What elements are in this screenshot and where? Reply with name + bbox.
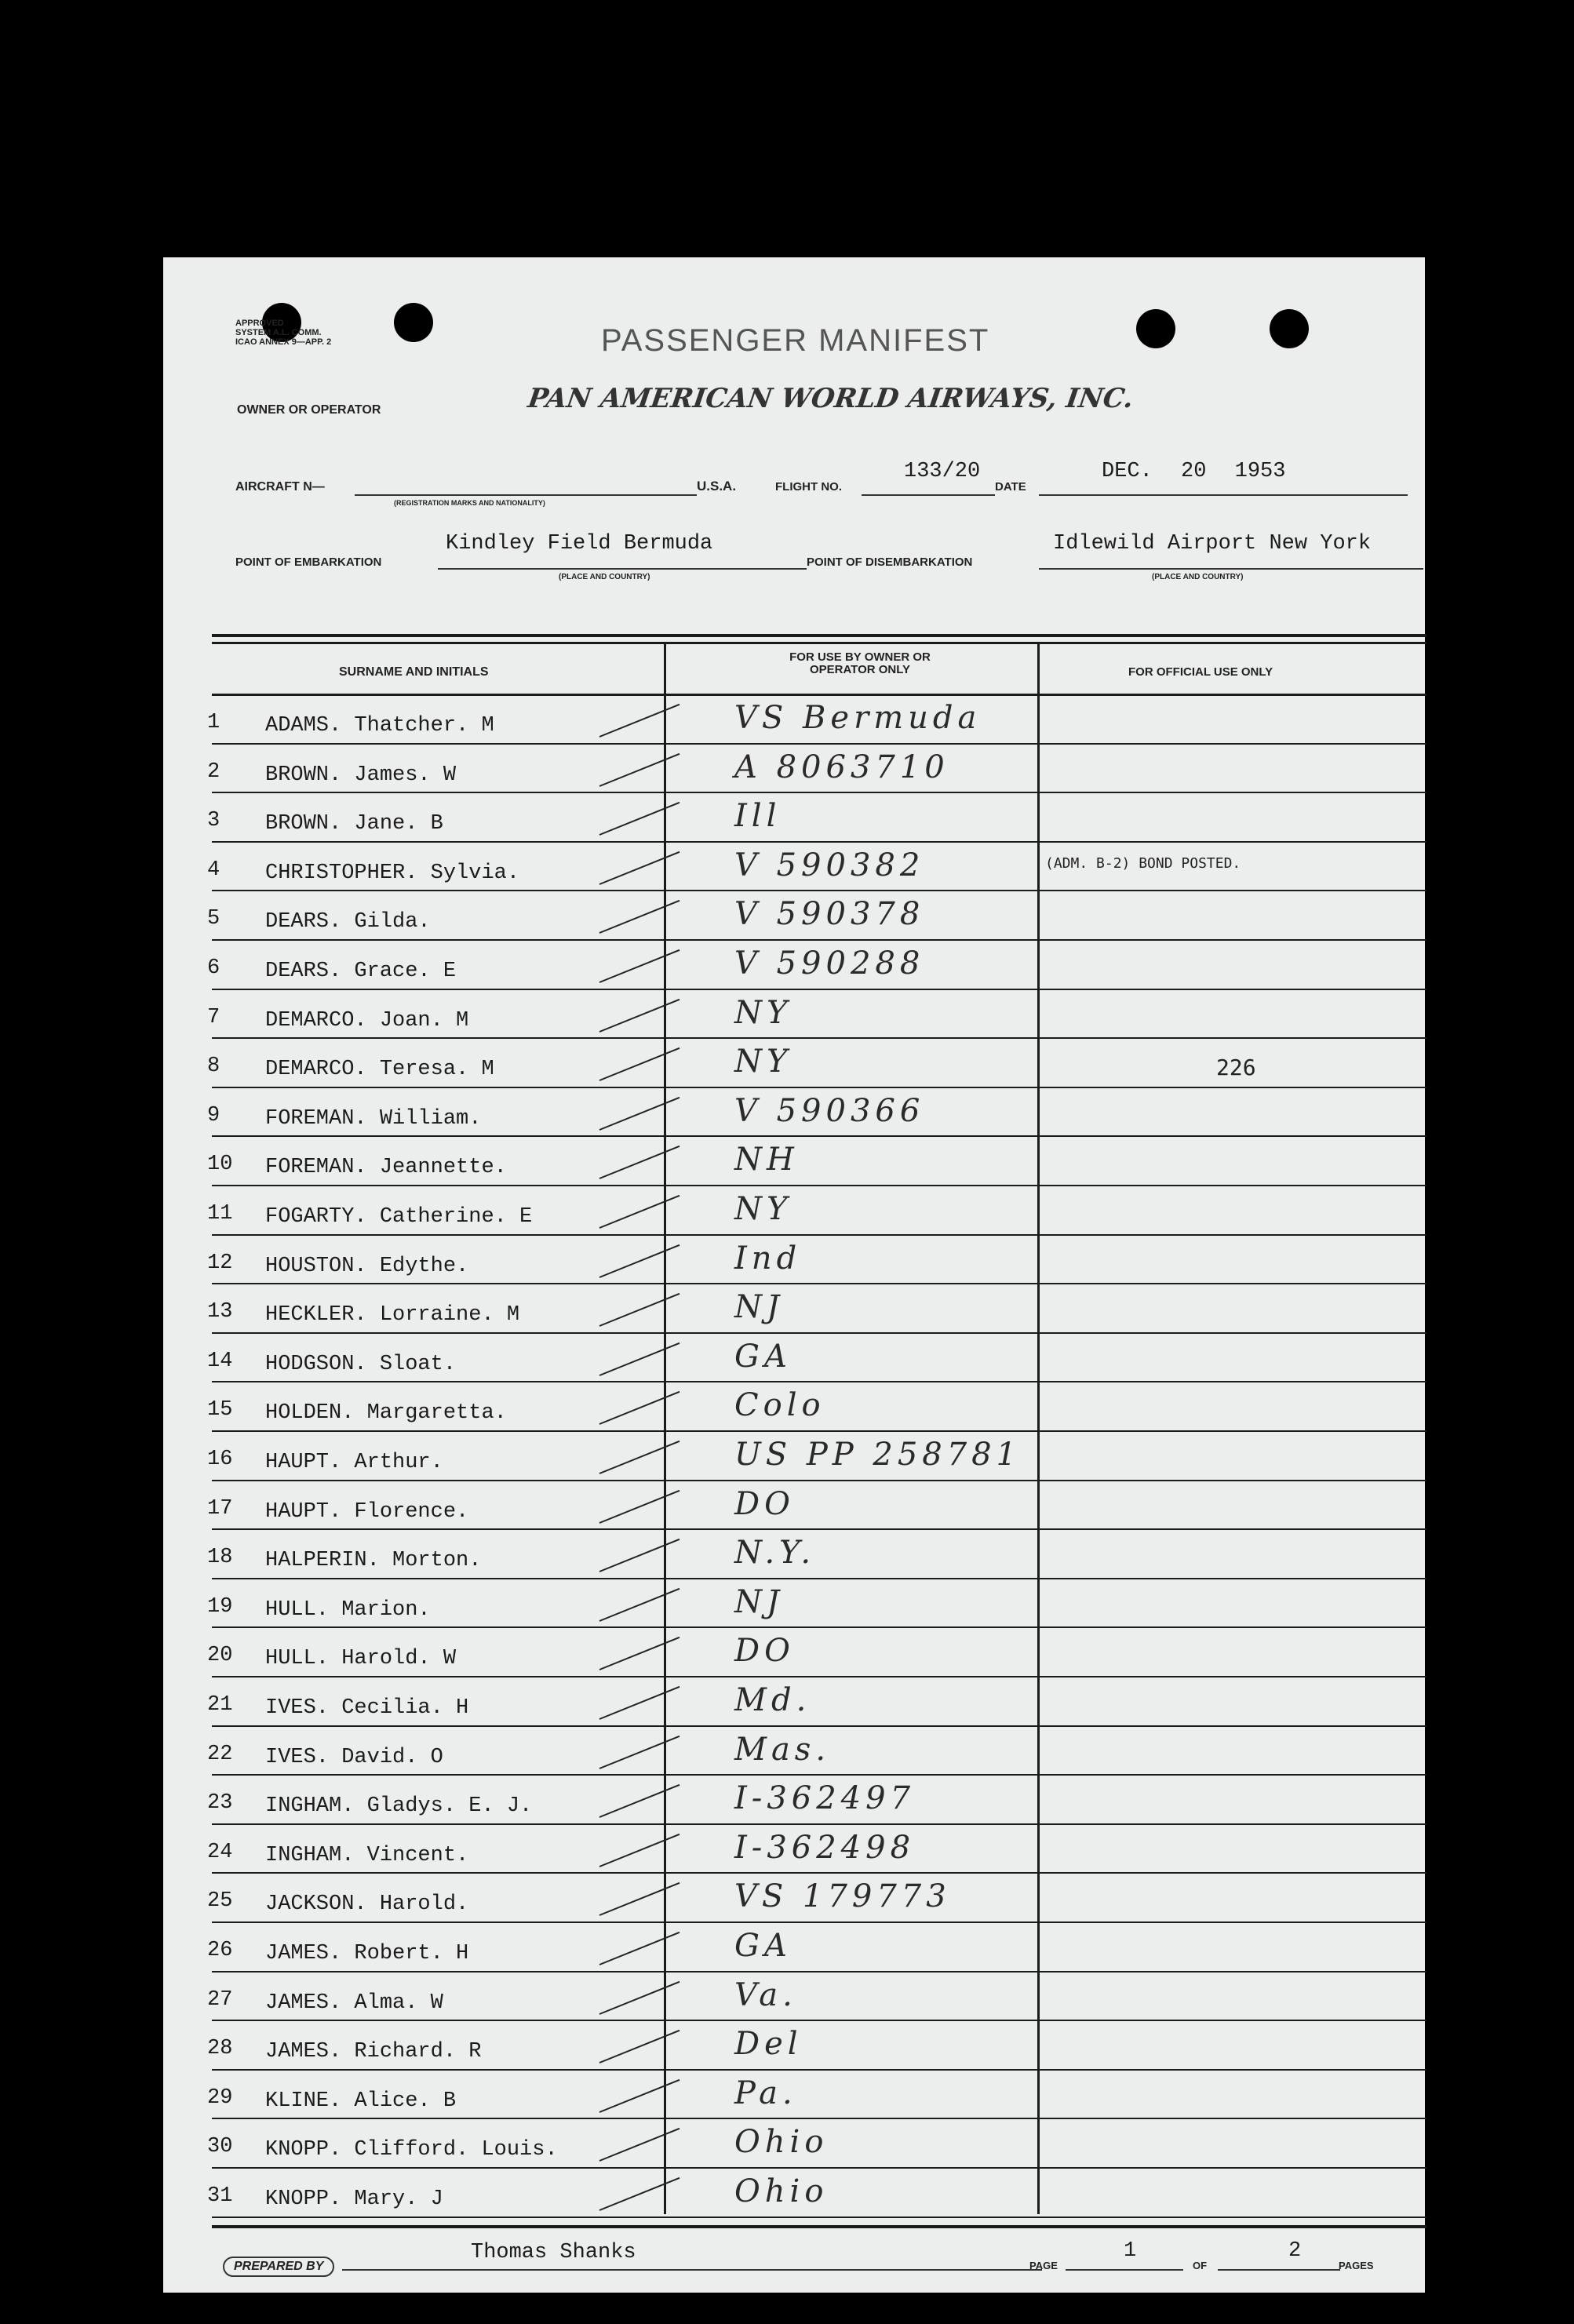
check-stroke	[599, 1195, 680, 1229]
check-stroke	[599, 2177, 680, 2211]
row-number: 17	[207, 1496, 233, 1521]
check-stroke	[599, 704, 680, 738]
total-pages-underline	[1218, 2269, 1340, 2271]
check-stroke	[599, 949, 680, 983]
prepared-by-label: PREPARED BY	[223, 2257, 334, 2277]
aircraft-underline	[355, 494, 697, 496]
passenger-name: HULL. Harold. W	[265, 1647, 457, 1671]
punch-hole	[1270, 309, 1309, 348]
row-separator	[212, 1578, 1426, 1579]
check-stroke	[599, 1489, 680, 1523]
owner-note: NY	[734, 1044, 792, 1080]
row-separator	[212, 1381, 1426, 1382]
check-stroke	[599, 802, 680, 836]
prepared-by-name: Thomas Shanks	[471, 2241, 636, 2264]
row-number: 8	[207, 1055, 220, 1079]
check-stroke	[599, 1980, 680, 2014]
owner-label: OWNER OR OPERATOR	[237, 403, 381, 417]
row-separator	[212, 1872, 1426, 1874]
row-number: 15	[207, 1398, 233, 1422]
owner-note: A 8063710	[734, 749, 949, 785]
check-stroke	[599, 1047, 680, 1081]
embarkation-place: Kindley Field Bermuda	[446, 532, 713, 556]
row-number: 10	[207, 1153, 233, 1177]
registration-note: (REGISTRATION MARKS AND NATIONALITY)	[394, 499, 545, 507]
prepared-by-underline	[342, 2269, 1042, 2271]
passenger-name: HAUPT. Florence.	[265, 1499, 469, 1524]
passenger-name: ADAMS. Thatcher. M	[265, 714, 494, 738]
passenger-name: DEMARCO. Teresa. M	[265, 1058, 494, 1082]
disembarkation-underline	[1039, 568, 1423, 570]
owner-note: Colo	[734, 1387, 825, 1424]
date-underline	[1039, 494, 1408, 496]
owner-header-text: FOR USE BY OWNER OR OPERATOR ONLY	[789, 650, 931, 676]
flight-date: DEC. 20 1953	[1102, 460, 1286, 483]
row-separator	[212, 1185, 1426, 1186]
row-separator	[212, 989, 1426, 990]
embarkation-underline	[438, 568, 807, 570]
disembarkation-place: Idlewild Airport New York	[1053, 532, 1372, 556]
row-number: 22	[207, 1742, 233, 1766]
row-number: 2	[207, 759, 220, 784]
row-number: 1	[207, 711, 220, 734]
owner-note: Mas.	[734, 1731, 831, 1768]
owner-note: V 590382	[734, 847, 925, 883]
passenger-name: JAMES. Alma. W	[265, 1991, 443, 2015]
approval-line: SYSTEM A.L. COMM.	[235, 328, 322, 337]
check-stroke	[599, 1637, 680, 1670]
check-stroke	[599, 1293, 680, 1327]
row-separator	[212, 2069, 1426, 2071]
check-stroke	[599, 1834, 680, 1867]
row-number: 28	[207, 2037, 233, 2061]
of-label: OF	[1193, 2260, 1208, 2271]
owner-note: DO	[734, 1485, 795, 1522]
passenger-name: JAMES. Richard. R	[265, 2040, 482, 2064]
place-note: (PLACE AND COUNTRY)	[559, 573, 650, 581]
row-number: 29	[207, 2085, 233, 2110]
row-number: 25	[207, 1889, 233, 1914]
row-number: 11	[207, 1202, 233, 1226]
owner-note: VS Bermuda	[734, 700, 982, 736]
owner-note: Ill	[734, 798, 782, 835]
check-stroke	[599, 1784, 680, 1818]
check-stroke	[599, 1735, 680, 1768]
row-number: 24	[207, 1840, 233, 1864]
check-stroke	[599, 1932, 680, 1965]
approval-line: APPROVED	[235, 319, 284, 328]
passenger-name: FOREMAN. Jeannette.	[265, 1156, 507, 1180]
flight-underline	[862, 494, 995, 496]
total-pages: 2	[1288, 2239, 1302, 2263]
row-separator	[212, 1971, 1426, 1972]
row-separator	[212, 792, 1426, 793]
passenger-name: HODGSON. Sloat.	[265, 1352, 457, 1376]
page-label: PAGE	[1029, 2260, 1058, 2271]
owner-note: US PP 258781	[734, 1437, 1022, 1473]
passenger-name: JACKSON. Harold.	[265, 1892, 469, 1917]
owner-note: Va.	[734, 1976, 797, 2013]
owner-note: NJ	[734, 1583, 785, 1620]
row-number: 5	[207, 907, 220, 931]
passenger-name: FOREMAN. William.	[265, 1106, 482, 1131]
passenger-name: HALPERIN. Morton.	[265, 1549, 482, 1573]
owner-note: NY	[734, 994, 792, 1031]
row-separator	[212, 2020, 1426, 2021]
row-separator	[212, 1037, 1426, 1039]
check-stroke	[599, 2128, 680, 2162]
row-separator	[212, 1087, 1426, 1088]
row-number: 18	[207, 1546, 233, 1570]
table-bottom-border	[212, 2225, 1426, 2228]
owner-note: DO	[734, 1633, 795, 1670]
row-separator	[212, 1626, 1426, 1628]
owner-note: Del	[734, 2026, 803, 2063]
row-separator	[212, 1823, 1426, 1825]
check-stroke	[599, 1097, 680, 1131]
owner-note: Md.	[734, 1682, 811, 1718]
row-separator	[212, 1283, 1426, 1284]
check-stroke	[599, 1539, 680, 1572]
owner-note: GA	[734, 1928, 792, 1964]
check-stroke	[599, 1244, 680, 1277]
table-top-border	[212, 634, 1426, 637]
disembarkation-label: POINT OF DISEMBARKATION	[807, 556, 973, 569]
row-separator	[212, 841, 1426, 843]
passenger-name: HECKLER. Lorraine. M	[265, 1303, 520, 1328]
row-number: 21	[207, 1693, 233, 1717]
column-divider	[1037, 642, 1040, 2214]
check-stroke	[599, 2030, 680, 2064]
row-number: 30	[207, 2135, 233, 2159]
embarkation-label: POINT OF EMBARKATION	[235, 556, 382, 569]
row-separator	[212, 1774, 1426, 1776]
row-separator	[212, 1234, 1426, 1236]
passenger-name: JAMES. Robert. H	[265, 1942, 469, 1965]
row-number: 3	[207, 809, 220, 833]
column-divider	[664, 642, 666, 2214]
row-separator	[212, 1725, 1426, 1727]
passenger-name: KLINE. Alice. B	[265, 2089, 457, 2113]
passenger-name: HAUPT. Arthur.	[265, 1451, 443, 1474]
approval-line: ICAO ANNEX 9—APP. 2	[235, 337, 332, 347]
row-separator	[212, 2217, 1426, 2218]
check-stroke	[599, 1342, 680, 1376]
passenger-name: BROWN. Jane. B	[265, 812, 443, 836]
page-number: 1	[1124, 2239, 1137, 2263]
date-label: DATE	[995, 480, 1026, 494]
passenger-name: HOLDEN. Margaretta.	[265, 1401, 507, 1426]
aircraft-label: AIRCRAFT N—	[235, 480, 325, 494]
row-separator	[212, 1332, 1426, 1334]
row-number: 14	[207, 1349, 233, 1373]
check-stroke	[599, 1686, 680, 1720]
check-stroke	[599, 1882, 680, 1916]
row-number: 23	[207, 1791, 233, 1816]
check-stroke	[599, 1391, 680, 1425]
passenger-name: INGHAM. Gladys. E. J.	[265, 1794, 533, 1819]
passenger-name: IVES. David. O	[265, 1745, 443, 1769]
flight-number: 133/20	[904, 460, 981, 483]
check-stroke	[599, 2079, 680, 2113]
passenger-name: DEMARCO. Joan. M	[265, 1008, 469, 1033]
owner-note: NJ	[734, 1289, 785, 1326]
owner-note: Ohio	[734, 2173, 829, 2209]
check-stroke	[599, 1441, 680, 1474]
owner-note: V 590366	[734, 1092, 925, 1129]
owner-note: V 590378	[734, 896, 925, 933]
row-number: 4	[207, 858, 220, 882]
passenger-name: HOUSTON. Edythe.	[265, 1254, 469, 1278]
owner-note: GA	[734, 1338, 792, 1375]
pages-label: PAGES	[1339, 2260, 1374, 2271]
check-stroke	[599, 900, 680, 934]
passenger-name: IVES. Cecilia. H	[265, 1696, 469, 1720]
row-number: 16	[207, 1448, 233, 1471]
owner-note: Ohio	[734, 2124, 829, 2161]
owner-note: N.Y.	[734, 1535, 816, 1572]
check-stroke	[599, 752, 680, 786]
owner-note: I-362498	[734, 1829, 916, 1866]
official-note: (ADM. B-2) BOND POSTED.	[1045, 854, 1241, 872]
row-number: 27	[207, 1987, 233, 2012]
row-number: 26	[207, 1939, 233, 1962]
column-header-surname: SURNAME AND INITIALS	[339, 665, 489, 679]
row-number: 13	[207, 1300, 233, 1324]
row-number: 12	[207, 1251, 233, 1275]
official-note: 226	[1216, 1055, 1256, 1081]
check-stroke	[599, 998, 680, 1032]
passenger-name: FOGARTY. Catherine. E	[265, 1205, 533, 1229]
row-separator	[212, 1480, 1426, 1481]
row-number: 31	[207, 2184, 233, 2208]
check-stroke	[599, 851, 680, 885]
column-header-owner	[766, 651, 954, 676]
row-separator	[212, 2167, 1426, 2169]
owner-note: NY	[734, 1191, 792, 1227]
passenger-name: BROWN. James. W	[265, 763, 457, 787]
owner-note: V 590288	[734, 945, 925, 982]
row-number: 6	[207, 956, 220, 980]
check-stroke	[599, 1146, 680, 1179]
row-number: 19	[207, 1594, 233, 1619]
passenger-name: DEARS. Gilda.	[265, 910, 431, 934]
table-top-border	[212, 642, 1426, 644]
row-separator	[212, 743, 1426, 745]
row-separator	[212, 1528, 1426, 1530]
row-separator	[212, 1921, 1426, 1923]
place-note: (PLACE AND COUNTRY)	[1152, 573, 1244, 581]
row-separator	[212, 1135, 1426, 1137]
column-header-official: FOR OFFICIAL USE ONLY	[1128, 665, 1273, 679]
page-underline	[1066, 2269, 1183, 2271]
owner-note: VS 179773	[734, 1878, 951, 1915]
passenger-name: INGHAM. Vincent.	[265, 1843, 469, 1867]
header-separator	[212, 694, 1426, 696]
row-separator	[212, 939, 1426, 941]
manifest-sheet	[163, 257, 1425, 2293]
owner-note: Ind	[734, 1240, 802, 1277]
owner-note: Pa.	[734, 2074, 797, 2111]
usa-label: U.S.A.	[697, 479, 737, 494]
passenger-name: HULL. Marion.	[265, 1597, 431, 1622]
row-separator	[212, 2118, 1426, 2119]
row-separator	[212, 1430, 1426, 1432]
passenger-name: DEARS. Grace. E	[265, 960, 457, 983]
row-number: 9	[207, 1103, 220, 1127]
page-title: PASSENGER MANIFEST	[601, 323, 990, 358]
owner-note: I-362497	[734, 1780, 916, 1817]
flight-label: FLIGHT NO.	[775, 480, 842, 494]
check-stroke	[599, 1588, 680, 1622]
row-number: 7	[207, 1005, 220, 1029]
row-separator	[212, 890, 1426, 891]
row-separator	[212, 1676, 1426, 1677]
punch-hole	[1136, 309, 1175, 348]
operator-name: PAN AMERICAN WORLD AIRWAYS, INC.	[526, 383, 1135, 414]
punch-hole	[394, 303, 433, 342]
row-number: 20	[207, 1644, 233, 1668]
passenger-name: KNOPP. Clifford. Louis.	[265, 2138, 558, 2162]
approval-block	[235, 319, 331, 347]
passenger-name: KNOPP. Mary. J	[265, 2187, 443, 2211]
owner-note: NH	[734, 1142, 799, 1178]
passenger-name: CHRISTOPHER. Sylvia.	[265, 861, 520, 885]
